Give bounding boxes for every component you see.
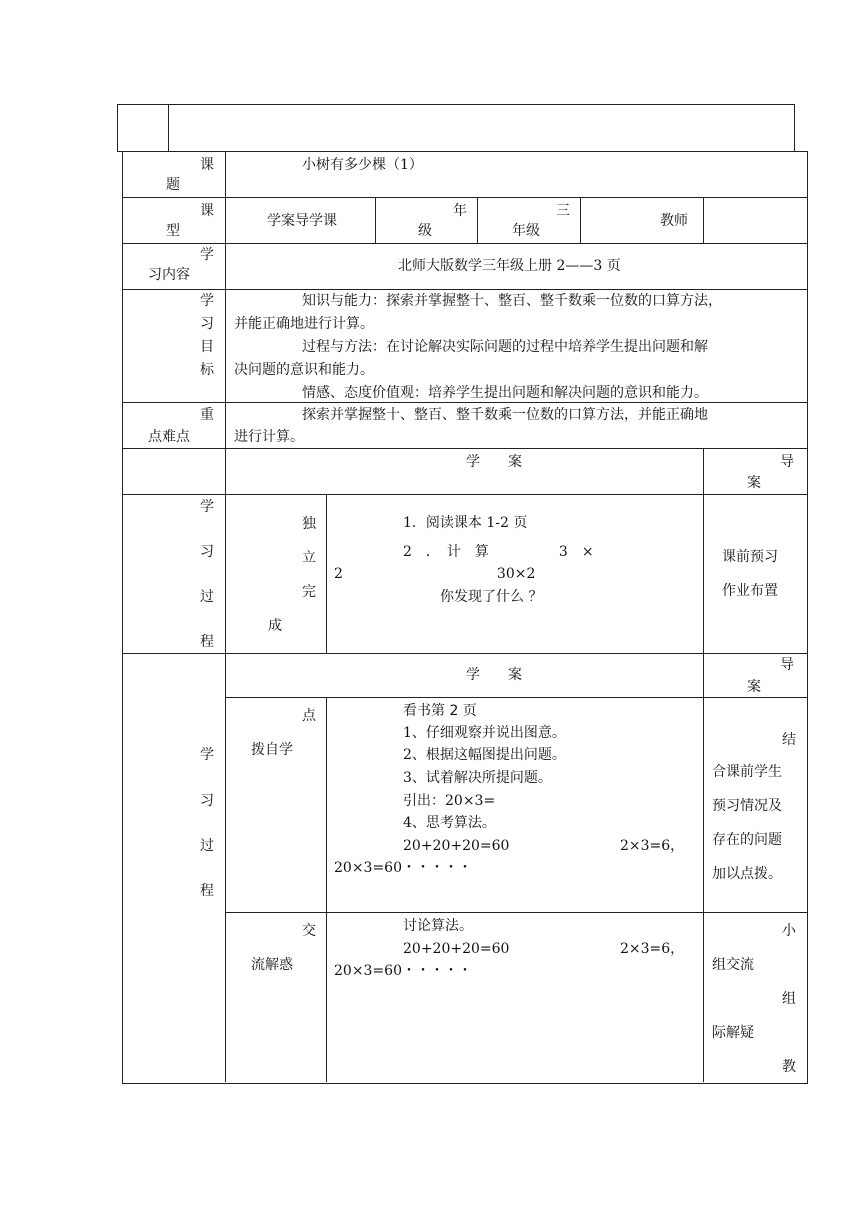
process-label: 程: [200, 883, 214, 899]
vline: [703, 197, 704, 243]
independent-label: 独: [302, 516, 316, 532]
grade-value: 年级: [512, 223, 540, 239]
independent-label: 成: [268, 618, 282, 634]
keypoint-label: 点难点: [148, 429, 190, 445]
goals-line: 过程与方法：在讨论解决实际问题的过程中培养学生提出问题和解: [302, 339, 708, 355]
study-content: 北师大版数学三年级上册 2——3 页: [398, 258, 621, 274]
hline: [225, 912, 808, 913]
vline: [326, 697, 327, 1082]
study-step: 20+20+20=60: [403, 838, 510, 854]
process-label: 学: [200, 747, 214, 763]
header-box: [117, 104, 795, 152]
lesson-title: 小树有多少棵（1）: [302, 157, 423, 173]
header-divider: [168, 104, 169, 152]
guide-note: 组: [782, 991, 796, 1007]
content-label: 学: [200, 247, 214, 263]
discussion-step: 讨论算法。: [403, 918, 473, 934]
guide-note: 教: [782, 1059, 796, 1075]
goals-label: 学: [200, 293, 214, 309]
content-label: 习内容: [148, 267, 190, 283]
discussion-step: 20+20+20=60: [403, 941, 510, 957]
guide-note: 组交流: [712, 957, 754, 973]
independent-label: 立: [302, 550, 316, 566]
discussion-step: 20×3=60・・・・・: [334, 963, 472, 979]
guide-note: 存在的问题: [712, 832, 782, 848]
grade-label: 年: [453, 203, 467, 219]
process-label: 过: [200, 589, 214, 605]
vline: [477, 197, 478, 243]
discussion-label: 交: [302, 923, 316, 939]
study-step: 3、试着解决所提问题。: [403, 770, 552, 786]
guide-note: 课前预习: [722, 549, 778, 565]
goals-line: 情感、态度价值观：培养学生提出问题和解决问题的意识和能力。: [302, 385, 708, 401]
keypoint-line: 探索并掌握整十、整百、整千数乘一位数的口算方法，并能正确地: [302, 407, 708, 423]
xue-an-header: 学 案: [466, 454, 522, 470]
task-line: 1．阅读课本 1-2 页: [403, 515, 528, 531]
goals-line: 并能正确地进行计算。: [234, 316, 374, 332]
teacher-label: 教师: [660, 213, 688, 229]
title-label: 课: [200, 157, 214, 173]
type-label: 课: [200, 203, 214, 219]
process-label: 习: [200, 544, 214, 560]
dao-an-header: 案: [747, 679, 761, 695]
study-step: 4、思考算法。: [403, 815, 496, 831]
goals-line: 决问题的意识和能力。: [234, 362, 374, 378]
dao-an-header: 导: [780, 454, 794, 470]
guide-note: 际解疑: [712, 1025, 754, 1041]
lesson-type: 学案导学课: [267, 213, 337, 229]
goals-label: 目: [200, 339, 214, 355]
hline: [225, 697, 808, 698]
discussion-step: 2×3=6，: [620, 941, 685, 957]
guide-note: 合课前学生: [712, 764, 782, 780]
goals-label: 习: [200, 316, 214, 332]
process-label: 程: [200, 634, 214, 650]
grade-value: 三: [556, 203, 570, 219]
guide-note: 加以点拨。: [712, 866, 782, 882]
vline: [326, 494, 327, 653]
goals-line: 知识与能力：探索并掌握整十、整百、整千数乘一位数的口算方法，: [302, 293, 722, 309]
process-label: 习: [200, 793, 214, 809]
keypoint-line: 进行计算。: [234, 429, 304, 445]
keypoint-label: 重: [200, 407, 214, 423]
type-label: 型: [166, 223, 180, 239]
grade-label: 级: [418, 223, 432, 239]
process-label: 过: [200, 838, 214, 854]
study-step: 1、仔细观察并说出图意。: [403, 725, 566, 741]
vline: [580, 197, 581, 243]
goals-label: 标: [200, 362, 214, 378]
dao-an-header: 案: [747, 475, 761, 491]
dao-an-header: 导: [780, 657, 794, 673]
study-step: 看书第 2 页: [403, 703, 477, 719]
independent-label: 完: [302, 584, 316, 600]
vline: [375, 197, 376, 243]
vline: [225, 151, 226, 1082]
guided-study-label: 拨自学: [251, 742, 293, 758]
process-label: 学: [200, 499, 214, 515]
vline: [703, 448, 704, 1082]
guide-note: 小: [782, 923, 796, 939]
study-step: 2×3=6，: [620, 838, 685, 854]
guided-study-label: 点: [302, 708, 316, 724]
task-line: 你发现了什么 ？: [440, 589, 543, 605]
task-line: 2 30×2: [334, 566, 536, 582]
xue-an-header: 学 案: [466, 667, 522, 683]
guide-note: 预习情况及: [712, 798, 782, 814]
task-line: 2 ． 计 算 3 ×: [403, 544, 594, 560]
discussion-label: 流解惑: [251, 957, 293, 973]
study-step: 20×3=60・・・・・: [334, 860, 472, 876]
title-label: 题: [166, 177, 180, 193]
guide-note: 结: [782, 732, 796, 748]
guide-note: 作业布置: [722, 583, 778, 599]
study-step: 2、根据这幅图提出问题。: [403, 747, 566, 763]
study-step: 引出：20×3=: [403, 793, 496, 809]
